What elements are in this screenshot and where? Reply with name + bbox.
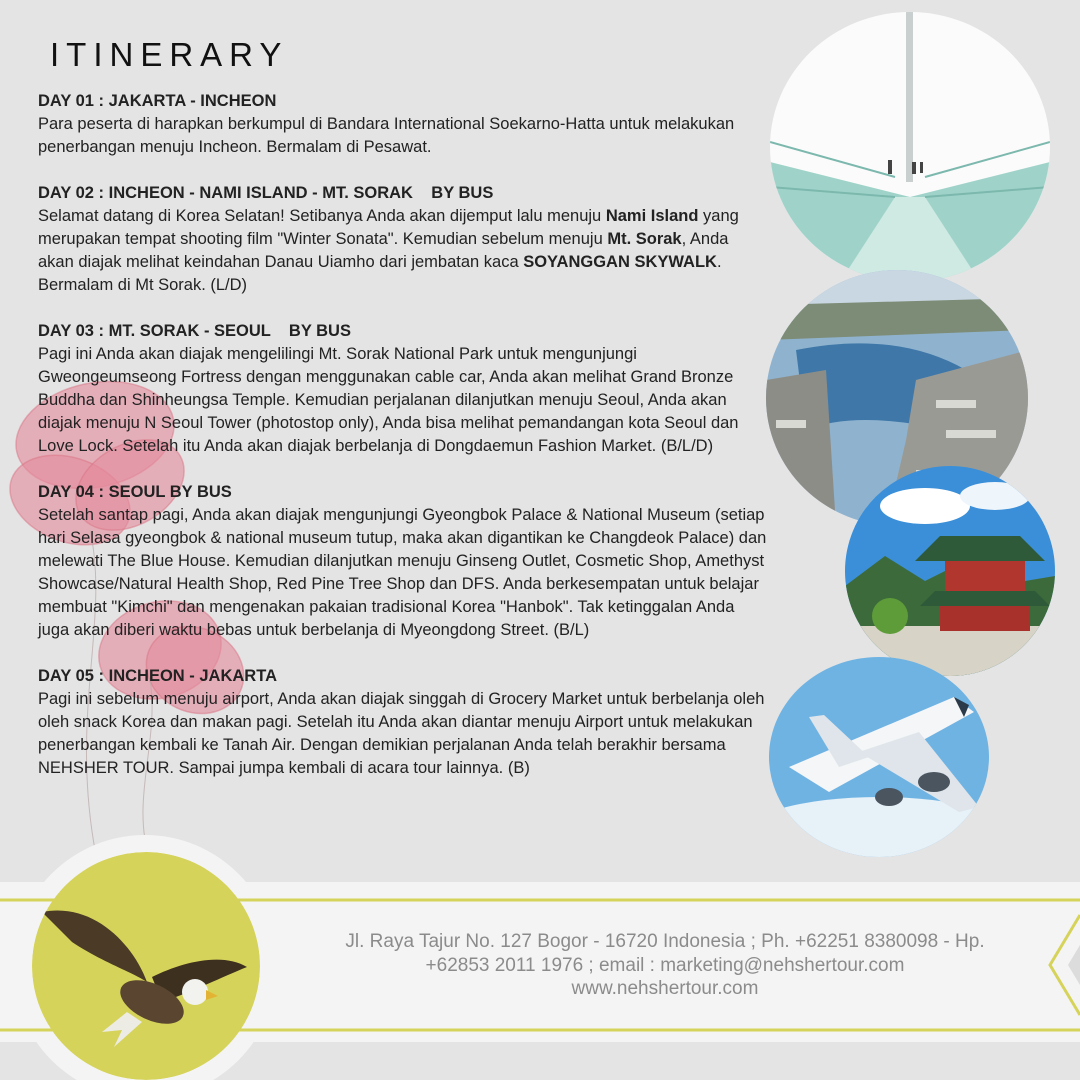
day-04: [38, 481, 768, 642]
contact-website: www.nehshertour.com: [571, 978, 759, 999]
eagle-logo: [32, 852, 260, 1080]
day-02-text: . Bermalam di Mt Sorak. (L/D): [38, 253, 722, 294]
skywalk-photo: [770, 12, 1050, 282]
day-05: [38, 665, 768, 780]
day-03: [38, 320, 768, 458]
contact-hp-email: +62853 2011 1976 ; email : marketing@nehshertour.com: [425, 954, 905, 976]
highlight-nami-island: Nami Island: [605, 207, 699, 225]
day-04-description: Setelah santap pagi, Anda akan diajak mengunjungi Gyeongbok Palace & National Museum (setiap hari Selasa gyeongbok & national museum tutup, maka akan digantikan ke Changdeok Palace) dan melewati The Blue House. Kemudian dilanjutkan menuju Ginseng Outlet, Cosmetic Shop, Amethyst Showcase/Natural Health Shop, Red Pine Tree Shop dan DFS. Anda berkesempatan untuk belajar membuat "Kimchi" dan mengenakan pakaian tradisional Korea "Hanbok". Tak ketinggalan Anda juga akan diberi waktu bebas untuk berbelanja di Myeongdong Street. (B/L): [38, 506, 767, 639]
day-04-heading: DAY 04 : SEOUL BY BUS: [38, 483, 232, 501]
footer: [0, 820, 1080, 1080]
highlight-skywalk: SOYANGGAN SKYWALK: [523, 253, 717, 271]
day-02-heading: DAY 02 : INCHEON - NAMI ISLAND - MT. SORAK BY BUS: [38, 184, 494, 202]
day-01-heading: DAY 01 : JAKARTA - INCHEON: [38, 92, 277, 110]
day-01: [38, 90, 768, 159]
day-03-heading: DAY 03 : MT. SORAK - SEOUL BY BUS: [38, 322, 351, 340]
day-05-heading: DAY 05 : INCHEON - JAKARTA: [38, 667, 277, 685]
day-02-text: , Anda akan diajak melihat keindahan Danau Uiamho dari jembatan kaca: [38, 230, 729, 271]
korean-pavilion-photo: [845, 466, 1055, 676]
day-01-description: Para peserta di harapkan berkumpul di Bandara International Soekarno-Hatta untuk melakukan penerbangan menuju Incheon. Bermalam di Pesawat.: [38, 115, 735, 156]
highlight-mt-sorak: Mt. Sorak: [607, 230, 682, 248]
day-02-text: Selamat datang di Korea Selatan! Setibanya Anda akan dijemput lalu menuju: [38, 207, 606, 225]
contact-info: [300, 930, 1030, 1001]
itinerary-title: ITINERARY: [50, 36, 289, 73]
day-02-description: [38, 205, 768, 297]
day-02: [38, 182, 768, 297]
day-05-description: Pagi ini sebelum menuju airport, Anda akan diajak singgah di Grocery Market untuk berbelanja oleh oleh snack Korea dan makan pagi. Setelah itu Anda akan diantar menuju Airport untuk melakukan penerbangan kembali ke Tanah Air. Dengan demikian perjalanan Anda telah berakhir bersama NEHSHER TOUR. Sampai jumpa kembali di acara tour lainnya. (B): [38, 690, 765, 777]
day-03-description: Pagi ini Anda akan diajak mengelilingi Mt. Sorak National Park untuk mengunjungi Gweongeumseong Fortress dengan menggunakan cable car, Anda akan melihat Grand Bronze Buddha dan Shinheungsa Temple. Kemudian perjalanan dilanjutkan menuju Seoul, Anda akan diajak menuju N Seoul Tower (photostop only), Anda bisa melihat pemandangan kota Seoul dan Love Lock. Setelah itu Anda akan diajak berbelanja di Dongdaemun Fashion Market. (B/L/D): [38, 345, 739, 455]
itinerary-list: [38, 90, 768, 803]
contact-address-phone: Jl. Raya Tajur No. 127 Bogor - 16720 Indonesia ; Ph. +62251 8380098 - Hp.: [345, 931, 985, 952]
day-02-text: yang merupakan tempat shooting film "Winter Sonata". Kemudian sebelum menuju: [38, 207, 739, 248]
